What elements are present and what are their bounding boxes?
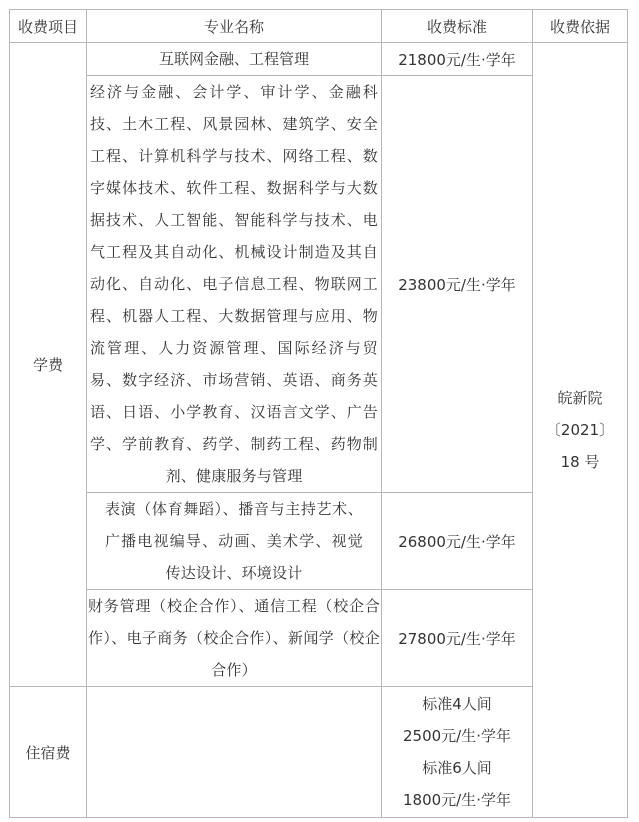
fee-table — [9, 9, 628, 818]
tuition-label: 学费 — [10, 43, 87, 687]
lodging-label: 住宿费 — [10, 687, 87, 818]
basis-line: 18 号 — [560, 453, 600, 471]
major-cell — [87, 590, 382, 687]
header-item: 收费项目 — [10, 10, 87, 43]
header-row — [10, 10, 628, 43]
major-cell — [87, 43, 382, 76]
lodging-fee-cell — [382, 687, 533, 818]
header-standard: 收费标准 — [382, 10, 533, 43]
fee-cell: 26800元/生·学年 — [382, 493, 533, 590]
lodging-fee-line: 标准6人间 — [422, 759, 492, 777]
fee-cell: 27800元/生·学年 — [382, 590, 533, 687]
major-list: 表演（体育舞蹈）、播音与主持艺术、广播电视编导、动画、美术学、视觉传达设计、环境设计 — [105, 500, 363, 582]
major-list: 经济与金融、会计学、审计学、金融科技、土木工程、风景园林、建筑学、安全工程、计算机科学与技术、网络工程、数字媒体技术、软件工程、数据科学与大数据技术、人工智能、智能科学与技术、电气工程及其自动化、机械设计制造及其自动化、自动化、电子信息工程、物联网工程、机器人工程、大数据管理与应用、物流管理、人力资源管理、国际经济与贸易、数字经济、市场营销、英语、商务英语、日语、小学教育、汉语言文学、广告学、学前教育、药学、制药工程、药物制剂、健康服务与管理 — [90, 83, 378, 485]
lodging-fee-line: 1800元/生·学年 — [403, 791, 511, 809]
basis-line: 〔2021〕 — [545, 421, 615, 439]
major-list: 财务管理（校企合作）、通信工程（校企合作）、电子商务（校企合作）、新闻学（校企合作） — [88, 597, 380, 679]
major-cell — [87, 493, 382, 590]
header-basis: 收费依据 — [533, 10, 628, 43]
major-cell — [87, 687, 382, 818]
major-list: 互联网金融、工程管理 — [158, 50, 309, 68]
lodging-fee-line: 标准4人间 — [422, 695, 492, 713]
fee-cell: 23800元/生·学年 — [382, 76, 533, 493]
fee-cell: 21800元/生·学年 — [382, 43, 533, 76]
header-major: 专业名称 — [87, 10, 382, 43]
basis-cell — [533, 43, 628, 818]
major-cell — [87, 76, 382, 493]
basis-line: 皖新院 — [557, 389, 603, 407]
table-row — [10, 43, 628, 76]
lodging-fee-line: 2500元/生·学年 — [403, 727, 511, 745]
